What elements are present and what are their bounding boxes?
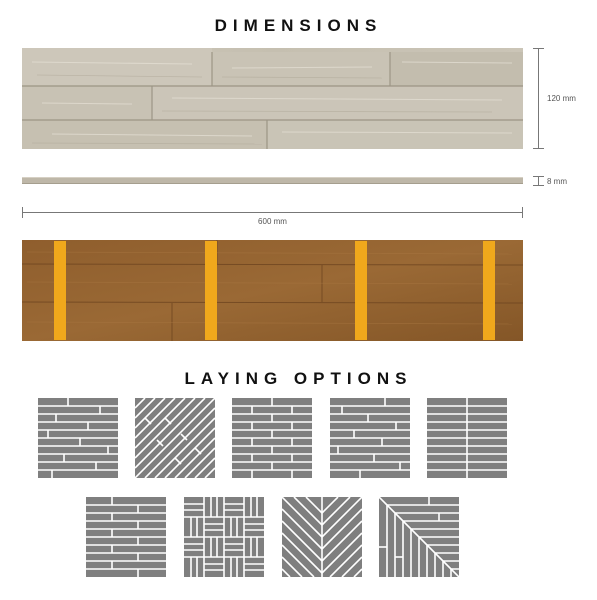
- diagonal-pattern: [135, 398, 215, 478]
- height-dimension-tick-top: [533, 48, 544, 49]
- panel-side-edge: [22, 177, 523, 184]
- height-dimension-line: [538, 48, 539, 149]
- length-dimension-label: 600 mm: [258, 217, 287, 226]
- height-dimension-label: 120 mm: [547, 94, 576, 103]
- thickness-dimension-label: 8 mm: [547, 177, 567, 186]
- adhesive-tape-strip: [355, 241, 367, 340]
- dimensions-heading: DIMENSIONS: [214, 16, 383, 35]
- basket-weave-pattern: [184, 497, 264, 577]
- staggered-horizontal-pattern: [38, 398, 118, 478]
- length-dimension-line: [22, 212, 523, 213]
- brick-bond-pattern: [232, 398, 312, 478]
- adhesive-tape-strip: [205, 241, 217, 340]
- offset-row-pattern: [86, 497, 166, 577]
- laying-options-heading: LAYING OPTIONS: [184, 369, 413, 388]
- height-dimension-tick-bottom: [533, 148, 544, 149]
- thickness-dimension-tick-bottom: [533, 185, 544, 186]
- random-stagger-pattern: [330, 398, 410, 478]
- adhesive-tape-strip: [483, 241, 495, 340]
- thickness-dimension-tick-top: [533, 176, 544, 177]
- frame-corner-pattern: [379, 497, 459, 577]
- panel-front-image: [22, 48, 523, 149]
- panel-back-image: [22, 240, 523, 341]
- adhesive-tape-strip: [54, 241, 66, 340]
- herringbone-pattern: [282, 497, 362, 577]
- horizontal-stack-pattern: [427, 398, 507, 478]
